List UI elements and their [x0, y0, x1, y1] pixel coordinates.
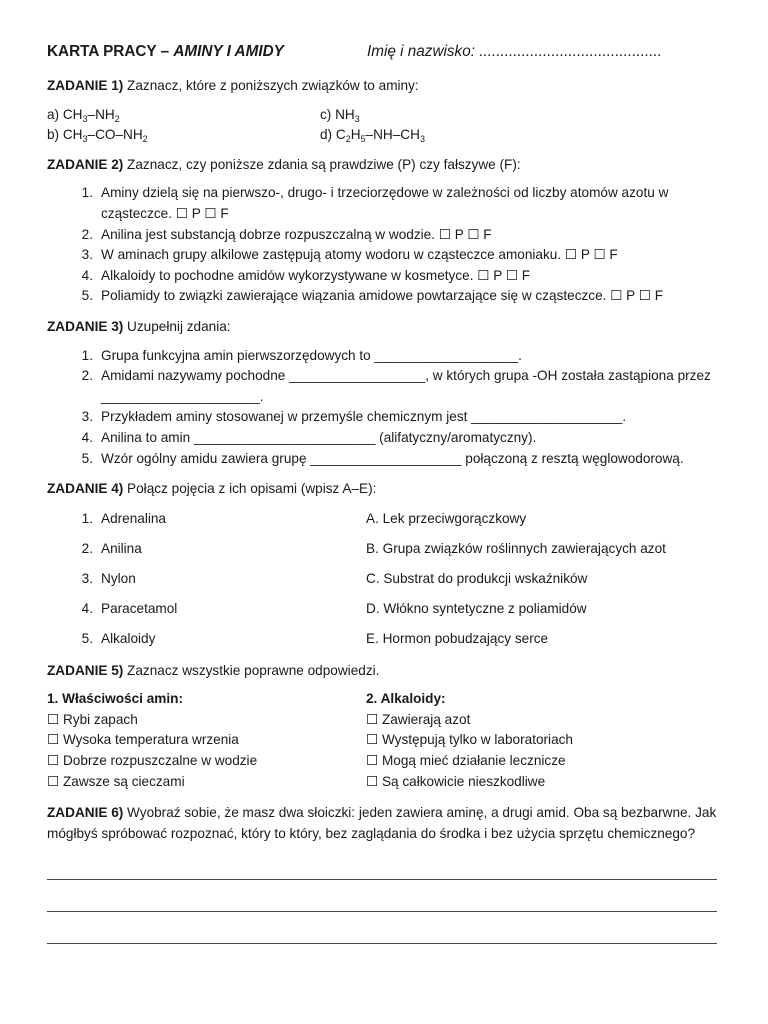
- task-2-heading: [47, 155, 722, 176]
- match-row: 2. Anilina B. Grupa związków roślinnych zawierających azot: [47, 535, 722, 565]
- task-5: [47, 661, 722, 793]
- list-item: 1. Aminy dzielą się na pierwszo-, drugo- i trzeciorzędowe w zależności od liczby atomów azotu w cząsteczce. ☐ P ☐ F: [81, 185, 669, 221]
- task-4: [47, 479, 722, 655]
- worksheet: [47, 42, 722, 944]
- checkbox-option[interactable]: ☐ Wysoka temperatura wrzenia: [47, 732, 239, 748]
- task-6: [47, 803, 722, 944]
- task-1-row-1: [47, 105, 722, 126]
- match-description: E. Hormon pobudzający serce: [366, 631, 549, 647]
- list-item: 3. W aminach grupy alkilowe zastępują atomy wodoru w cząsteczce amoniaku. ☐ P ☐ F: [81, 247, 618, 263]
- checkbox-option[interactable]: ☐ Rybi zapach: [47, 711, 138, 727]
- match-description: D. Włókno syntetyczne z poliamidów: [366, 601, 587, 617]
- amine-properties-column: [47, 689, 366, 792]
- task-label: ZADANIE 3): [47, 318, 124, 334]
- title-plain: KARTA PRACY –: [47, 43, 174, 60]
- task-3-heading: [47, 317, 722, 338]
- match-term: Alkaloidy: [101, 631, 156, 647]
- task-text: Zaznacz wszystkie poprawne odpowiedzi.: [123, 662, 380, 678]
- task-text: Wyobraź sobie, że masz dwa słoiczki: jeden zawiera aminę, a drugi amid. Oba są bezbarwne. Jak mógłbyś spróbować rozpoznać, który to który, bez zaglądania do środka i bez użycia sprzętu chemicznego?: [47, 805, 717, 841]
- task-label: ZADANIE 5): [47, 662, 124, 678]
- checkbox-columns: [47, 689, 722, 792]
- task-label: ZADANIE 2): [47, 156, 124, 172]
- checkbox-option[interactable]: ☐ Zawsze są cieczami: [47, 773, 185, 789]
- task-6-heading: [47, 803, 722, 844]
- checkbox-option[interactable]: ☐ Mogą mieć działanie lecznicze: [366, 753, 566, 769]
- match-term: Anilina: [101, 541, 142, 557]
- answer-line[interactable]: [47, 912, 717, 944]
- checkbox-option[interactable]: ☐ Dobrze rozpuszczalne w wodzie: [47, 753, 258, 769]
- list-item: 5. Poliamidy to związki zawierające wiązania amidowe powtarzające się w cząsteczce. ☐ P ☐ F: [81, 288, 664, 304]
- name-field-label: Imię i nazwisko: ...........................................: [367, 43, 662, 60]
- match-term: Nylon: [101, 571, 136, 587]
- task-label: ZADANIE 6): [47, 805, 124, 821]
- task-5-heading: [47, 661, 722, 682]
- option-d: d) $C_2H_5-NH-CH_3$: [320, 127, 425, 145]
- list-item: 4. Alkaloidy to pochodne amidów wykorzystywane w kosmetyce. ☐ P ☐ F: [81, 267, 531, 283]
- match-row: 4. Paracetamol D. Włókno syntetyczne z poliamidów: [47, 595, 722, 625]
- match-term: Paracetamol: [101, 601, 178, 617]
- match-description: B. Grupa związków roślinnych zawierających azot: [366, 541, 666, 557]
- task-text: Zaznacz, które z poniższych związków to aminy:: [123, 78, 419, 93]
- option-b: b) $CH_3-CO-NH_2$: [47, 127, 148, 145]
- true-false-list: [47, 183, 722, 307]
- task-text: Uzupełnij zdania:: [123, 318, 231, 334]
- option-c: c) $NH_3$: [320, 106, 360, 124]
- match-description: A. Lek przeciwgorączkowy: [366, 511, 527, 527]
- task-1-row-2: [47, 125, 722, 146]
- list-item: 2. Anilina jest substancją dobrze rozpuszczalną w wodzie. ☐ P ☐ F: [81, 226, 492, 242]
- task-1: [47, 76, 722, 146]
- column-heading: 2. Alkaloidy:: [366, 691, 446, 707]
- task-2: [47, 155, 722, 307]
- task-text: Zaznacz, czy poniższe zdania są prawdziwe (P) czy fałszywe (F):: [123, 156, 521, 172]
- match-row: 5. Alkaloidy E. Hormon pobudzający serce: [47, 625, 722, 655]
- match-row: 1. Adrenalina A. Lek przeciwgorączkowy: [47, 505, 722, 535]
- worksheet-title: [47, 42, 367, 63]
- task-1-heading: [47, 76, 722, 97]
- column-heading: 1. Właściwości amin:: [47, 691, 183, 707]
- checkbox-option[interactable]: ☐ Są całkowicie nieszkodliwe: [366, 773, 546, 789]
- option-a: a) $CH_3-NH_2$: [47, 106, 120, 124]
- list-item: 1. Grupa funkcyjna amin pierwszorzędowych to ___________________.: [81, 347, 522, 363]
- answer-line[interactable]: [47, 848, 717, 880]
- list-item: 4. Anilina to amin ________________________ (alifatyczny/aromatyczny).: [81, 429, 537, 445]
- match-row: 3. Nylon C. Substrat do produkcji wskaźników: [47, 565, 722, 595]
- task-4-heading: [47, 479, 722, 500]
- task-3: [47, 317, 722, 469]
- task-label: ZADANIE 1): [47, 78, 124, 93]
- checkbox-option[interactable]: ☐ Występują tylko w laboratoriach: [366, 732, 573, 748]
- fill-in-list: [47, 346, 722, 470]
- list-item: 3. Przykładem aminy stosowanej w przemyśle chemicznym jest ____________________.: [81, 409, 627, 425]
- task-text: Połącz pojęcia z ich opisami (wpisz A–E):: [123, 481, 377, 497]
- list-item: 5. Wzór ogólny amidu zawiera grupę ____________________ połączoną z resztą węglowodorową.: [81, 450, 684, 466]
- list-item: 2. Amidami nazywamy pochodne __________________, w których grupa -OH została zastąpiona przez _____________________.: [81, 368, 711, 404]
- checkbox-option[interactable]: ☐ Zawierają azot: [366, 711, 471, 727]
- task-label: ZADANIE 4): [47, 481, 124, 497]
- alkaloids-column: [366, 689, 685, 792]
- match-term: Adrenalina: [101, 511, 166, 527]
- worksheet-header: [47, 42, 722, 66]
- answer-line[interactable]: [47, 880, 717, 912]
- title-italic: AMINY I AMIDY: [173, 43, 284, 60]
- match-description: C. Substrat do produkcji wskaźników: [366, 571, 588, 587]
